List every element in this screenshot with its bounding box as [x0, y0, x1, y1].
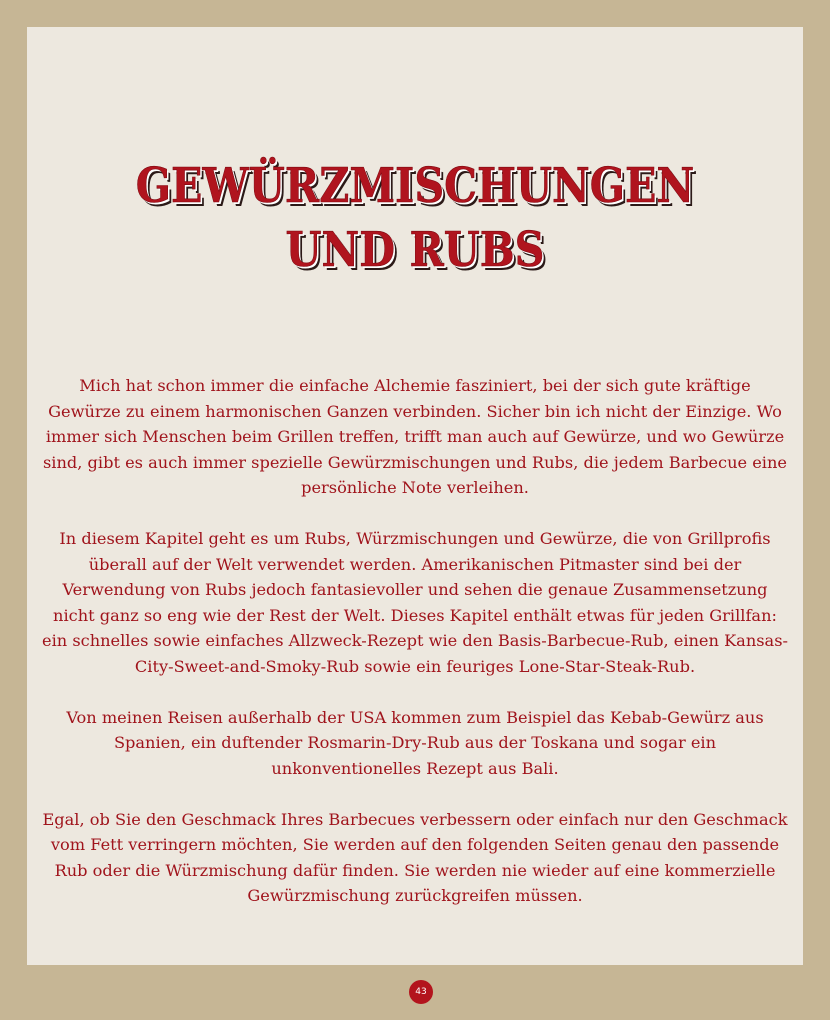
page-number-badge: 43 [409, 980, 433, 1004]
chapter-title-line-1: GEWÜRZMISCHUNGEN [135, 158, 695, 214]
page-panel [27, 27, 803, 965]
paragraph-intro: Mich hat schon immer die einfache Alchemie fasziniert, bei der sich gute kräftige Gewürze zu einem harmonischen Ganzen verbinden. Sicher bin ich nicht der Einzige. Wo immer sich Menschen beim Grillen treffen, trifft man auch auf Gewürze, und wo Gewürze sind, gibt es auch immer spezielle Gewürzmischungen und Rubs, die jedem Barbecue eine persönliche Note verleihen. [42, 376, 787, 497]
chapter-title-line-2: UND RUBS [285, 222, 545, 278]
paragraph-travels: Von meinen Reisen außerhalb der USA kommen zum Beispiel das Kebab-Gewürz aus Spanien, ein duftender Rosmarin-Dry-Rub aus der Toskana und sogar ein unkonventionelles Rezept aus Bali. [66, 707, 764, 778]
body-text [41, 373, 789, 934]
chapter-title [81, 154, 748, 282]
paragraph-chapter-content: In diesem Kapitel geht es um Rubs, Würzmischungen und Gewürze, die von Grillprofis überall auf der Welt verwendet werden. Amerikanischen Pitmaster sind bei der Verwendung von Rubs jedoch fantasievoller und sehen die genaue Zusammensetzung nicht ganz so eng wie der Rest der Welt. Dieses Kapitel enthält etwas für jeden Grillfan: ein schnelles sowie einfaches Allzweck-Rezept wie den Basis-Barbecue-Rub, einen Kansas-City-Sweet-and-Smoky-Rub sowie ein feuriges Lone-Star-Steak-Rub. [42, 529, 788, 676]
paragraph-closing: Egal, ob Sie den Geschmack Ihres Barbecues verbessern oder einfach nur den Geschmack vom Fett verringern möchten, Sie werden auf den folgenden Seiten genau den passende Rub oder die Würzmischung dafür finden. Sie werden nie wieder auf eine kommerzielle Gewürzmischung zurückgreifen müssen. [42, 809, 788, 905]
